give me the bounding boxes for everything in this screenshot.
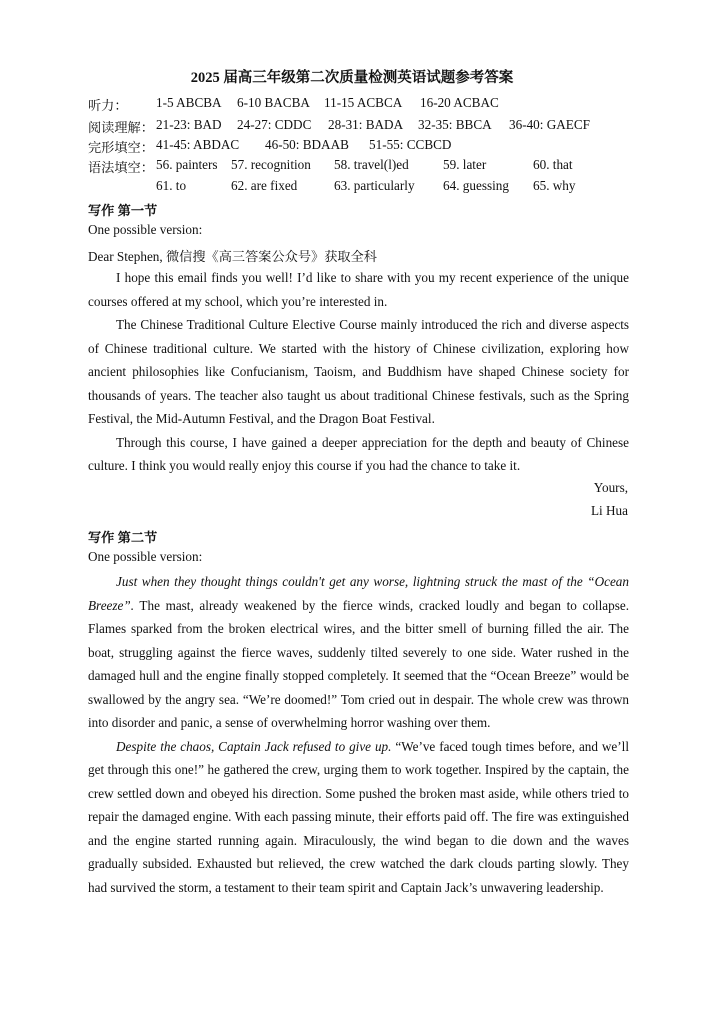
answer-group: 21-23: BAD [156,117,222,132]
answer-item: 57. recognition [231,157,311,172]
answer-item: 60. that [533,157,573,172]
answer-item: 59. later [443,157,487,172]
answer-item: 56. painters [156,157,218,172]
story-lead-sentence: Just when they thought things couldn't get any worse, lightning struck the mast of the “Ocean Breeze”. [88,574,629,613]
grammar-label: 语法填空： [88,160,154,175]
answer-item: 61. to [156,178,187,193]
letter-closing: Yours, [593,480,628,495]
letter-paragraph: The Chinese Traditional Culture Elective Course mainly introduced the rich and diverse aspects of Chinese traditional culture. We started with the history of Chinese civilization, exploring how ancient philosophies like Confucianism, Taoism, and Buddhism have shaped Chinese society for thousands of years. The teacher also taught us about traditional Chinese festivals, such as the Spring Festival, the Mid-Autumn Festival, and the Dragon Boat Festival. [88,317,629,426]
answer-group: 28-31: BADA [328,117,404,132]
letter-paragraph: Through this course, I have gained a deeper appreciation for the depth and beauty of Chinese culture. I think you would really enjoy this course if you had the chance to take it. [88,434,629,473]
writing-2-heading: 写作 第二节 [88,530,158,545]
answer-item: 63. particularly [334,178,415,193]
answer-group: 51-55: CCBCD [369,137,452,152]
writing-1-possible-version: One possible version: [88,222,203,237]
story-paragraph [88,570,629,735]
answer-group: 6-10 BACBA [237,95,310,110]
letter-paragraph: I hope this email finds you well! I’d like to share with you my recent experience of the unique courses offered at my school, which you’re interested in. [88,270,629,309]
story-paragraph [88,735,629,900]
letter-body [88,266,629,478]
writing-2-possible-version: One possible version: [88,549,203,564]
story-lead-sentence: Despite the chaos, Captain Jack refused to give up. [116,738,392,754]
answer-item: 58. travel(l)ed [334,157,409,172]
answer-group: 36-40: GAECF [509,117,590,132]
story-text: “We’ve faced tough times before, and we’ll get through this one!” he gathered the crew, urging them to work together. Inspired by the captain, the crew settled down and obeyed his direction. Some pushed the broken mast aside, while others tried to repair the damaged engine. With each passing minute, their efforts paid off. The fire was extinguished and the engine started running again. Miraculously, the wind began to die down and the waves gradually subsided. Exhausted but relieved, the crew watched the dark clouds parting slowly. They had survived the storm, a testament to their team spirit and Captain Jack’s unwavering leadership. [88,738,630,895]
cloze-label: 完形填空： [88,140,154,155]
answer-group: 41-45: ABDAC [156,137,240,152]
answer-group: 16-20 ACBAC [420,95,499,110]
document-title: 2025 届高三年级第二次质量检测英语试题参考答案 [190,70,514,86]
story-text: The mast, already weakened by the fierce winds, cracked loudly and began to collapse. Flames sparked from the broken electrical wires, and the bitter smell of burning filled the air. The boat, struggling against the fierce waves, suddenly tilted severely to one side. Water rushed in the damaged hull and the engine finally stopped completely. It seemed that the “Ocean Breeze” would be swallowed by the angry sea. “We’re doomed!” Tom cried out in despair. The whole crew was thrown into disorder and panic, a sense of overwhelming horror washing over them. [88,597,629,730]
answer-group: 46-50: BDAAB [265,137,349,152]
writing-1-heading: 写作 第一节 [88,203,158,218]
answer-group: 24-27: CDDC [237,117,312,132]
listening-label: 听力： [88,98,128,113]
letter-signature: Li Hua [591,503,628,518]
reading-label: 阅读理解： [88,120,154,135]
answer-group: 11-15 ACBCA [324,95,403,110]
answer-item: 62. are fixed [231,178,298,193]
answer-item: 65. why [533,178,576,193]
story-body [88,570,629,899]
answer-group: 32-35: BBCA [418,117,492,132]
answer-group: 1-5 ABCBA [156,95,222,110]
letter-greeting: Dear Stephen, 微信搜《高三答案公众号》获取全科 [88,249,377,264]
answer-item: 64. guessing [443,178,509,193]
